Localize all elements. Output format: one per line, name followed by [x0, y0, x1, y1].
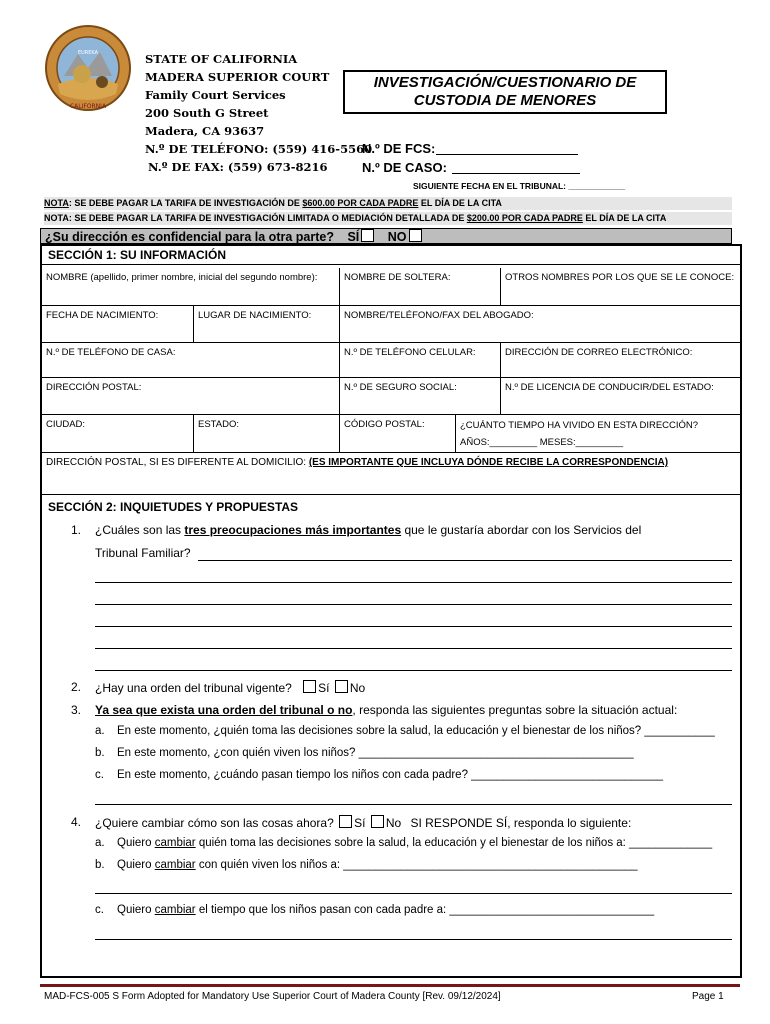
birthplace-field[interactable] — [194, 306, 340, 343]
mailing-address-field[interactable] — [42, 378, 340, 415]
q4c-change: cambiar — [154, 904, 196, 916]
q3c-text[interactable]: En este momento, ¿cuándo pasan tiempo los niños con cada padre? ______________________________ — [117, 769, 664, 781]
svg-text:EUREKA: EUREKA — [77, 50, 99, 56]
q1-text-a: ¿Cuáles son las — [95, 523, 185, 537]
q3a-text[interactable]: En este momento, ¿quién toma las decisiones sobre la salud, la educación y el bienestar de los niños? ___________ — [117, 725, 715, 737]
q3b-letter: b. — [95, 747, 105, 759]
note-text: NOTA: SE DEBE PAGAR LA TARIFA DE INVESTIGACIÓN LIMITADA O MEDIACIÓN DETALLADA DE — [44, 213, 467, 223]
q3-text — [95, 703, 677, 717]
maiden-name-label: NOMBRE DE SOLTERA: — [344, 272, 451, 283]
q4-text: ¿Quiere cambiar cómo son las cosas ahora? — [95, 816, 334, 830]
city-label: CIUDAD: — [46, 419, 86, 430]
q2-number: 2. — [71, 680, 82, 694]
court-address-block — [145, 50, 372, 158]
note-text-end: EL DÍA DE LA CITA — [582, 213, 667, 223]
q2-yes-label: Sí — [318, 681, 330, 695]
other-names-field[interactable] — [501, 268, 740, 306]
q4a-change: cambiar — [154, 837, 196, 849]
confidential-yes-label: SÍ — [347, 230, 360, 244]
name-field[interactable] — [42, 268, 340, 306]
confidential-question: ¿Su dirección es confidencial para la otra parte? — [45, 230, 334, 244]
case-number-label: N.º DE CASO: — [362, 160, 447, 175]
section-separator — [42, 494, 740, 495]
residence-duration-label: ¿CUÁNTO TIEMPO HA VIVIDO EN ESTA DIRECCIÓN? — [460, 420, 699, 431]
svg-text:CALIFORNIA: CALIFORNIA — [69, 103, 107, 110]
q1-answer-line[interactable] — [95, 648, 732, 649]
q4a-text[interactable] — [117, 837, 712, 849]
california-seal-logo — [44, 24, 132, 112]
section1-divider — [42, 264, 740, 265]
note-amount: $200.00 POR CADA PADRE — [466, 213, 583, 223]
case-number-field[interactable] — [452, 173, 580, 174]
confidential-no-checkbox[interactable] — [409, 229, 422, 242]
note-text: : SE DEBE PAGAR LA TARIFA DE INVESTIGACIÓN DE — [68, 198, 303, 208]
name-label: NOMBRE (apellido, primer nombre, inicial del segundo nombre): — [46, 272, 318, 283]
q2-yes-checkbox[interactable] — [303, 680, 316, 693]
q4-yes-checkbox[interactable] — [339, 815, 352, 828]
form-title-line2: CUSTODIA DE MENORES — [413, 92, 597, 109]
q1-text — [95, 523, 641, 537]
form-title-line1: INVESTIGACIÓN/CUESTIONARIO DE — [373, 74, 637, 91]
license-field[interactable] — [501, 378, 740, 415]
ssn-field[interactable] — [340, 378, 501, 415]
q4a-text-rest: quién toma las decisiones sobre la salud, la educación y el bienestar de los niños a: _____________ — [195, 837, 713, 849]
fee-note-1 — [44, 197, 732, 210]
fcs-number-label: N.º DE FCS: — [362, 141, 436, 156]
form-title — [343, 70, 667, 114]
q4b-answer-line[interactable] — [95, 893, 732, 894]
q1-text-emph: tres preocupaciones más importantes — [184, 523, 402, 537]
q4b-text-rest: con quién viven los niños a: ______________________________________________ — [195, 859, 638, 871]
section2-title: SECCIÓN 2: INQUIETUDES Y PROPUESTAS — [48, 500, 299, 514]
note-label: NOTA — [44, 198, 69, 208]
q1-answer-line[interactable] — [95, 604, 732, 605]
alt-address-label: DIRECCIÓN POSTAL, SI ES DIFERENTE AL DOMICILIO: — [46, 457, 309, 468]
confidential-address-row — [40, 228, 732, 244]
q1-answer-line[interactable] — [95, 670, 732, 671]
q4b-change: cambiar — [154, 859, 196, 871]
maiden-name-field[interactable] — [340, 268, 501, 306]
court-phone: N.º DE TELÉFONO: (559) 416-5560 — [145, 142, 373, 156]
city-field[interactable] — [42, 415, 194, 453]
zip-field[interactable] — [340, 415, 456, 453]
q4b-text[interactable] — [117, 859, 638, 871]
alt-mailing-address-field[interactable] — [42, 453, 740, 495]
state-field[interactable] — [194, 415, 340, 453]
q2-no-checkbox[interactable] — [335, 680, 348, 693]
footer-page-number: Page 1 — [692, 991, 724, 1002]
q4c-letter: c. — [95, 904, 104, 916]
q4b-letter: b. — [95, 859, 105, 871]
q4-yes-label: Sí — [354, 816, 366, 830]
q1-text-line2: Tribunal Familiar? — [95, 546, 191, 560]
q4-row — [95, 815, 631, 830]
q4a-text-a: Quiero — [117, 837, 155, 849]
note-text-end: EL DÍA DE LA CITA — [418, 198, 502, 208]
attorney-field[interactable] — [340, 306, 740, 343]
footer-rule — [40, 984, 740, 987]
fee-note-2 — [44, 212, 732, 225]
other-names-label: OTROS NOMBRES POR LOS QUE SE LE CONOCE: — [505, 272, 735, 283]
q4c-answer-line[interactable] — [95, 939, 732, 940]
court-city: Madera, CA 93637 — [145, 124, 265, 138]
q4-number: 4. — [71, 815, 82, 829]
note-amount: $600.00 POR CADA PADRE — [302, 198, 419, 208]
q2-text: ¿Hay una orden del tribunal vigente? — [95, 681, 292, 695]
q3-number: 3. — [71, 703, 82, 717]
birthplace-label: LUGAR DE NACIMIENTO: — [198, 310, 312, 321]
court-name: MADERA SUPERIOR COURT — [145, 70, 330, 84]
state-label: ESTADO: — [198, 419, 239, 430]
q1-answer-line[interactable] — [95, 582, 732, 583]
q3c-answer-line[interactable] — [95, 804, 732, 805]
dob-label: FECHA DE NACIMIENTO: — [46, 310, 159, 321]
fcs-number-field[interactable] — [436, 154, 578, 155]
confidential-no-label: NO — [387, 230, 407, 244]
email-label: DIRECCIÓN DE CORREO ELECTRÓNICO: — [505, 347, 693, 358]
cell-phone-field[interactable] — [340, 343, 501, 378]
court-street: 200 South G Street — [145, 106, 269, 120]
q1-answer-line[interactable] — [198, 560, 732, 561]
court-state: STATE OF CALIFORNIA — [145, 52, 298, 66]
years-months-blanks[interactable]: AÑOS:_________ MESES:_________ — [460, 437, 624, 448]
q3b-text[interactable]: En este momento, ¿con quién viven los niños? ___________________________________________ — [117, 747, 634, 759]
q4a-letter: a. — [95, 837, 105, 849]
email-field[interactable] — [501, 343, 740, 378]
home-phone-label: N.º DE TELÉFONO DE CASA: — [46, 347, 176, 358]
q4c-text-rest: el tiempo que los niños pasan con cada padre a: ________________________________ — [195, 904, 655, 916]
q4c-text[interactable] — [117, 904, 654, 916]
section1-title: SECCIÓN 1: SU INFORMACIÓN — [48, 248, 227, 262]
attorney-label: NOMBRE/TELÉFONO/FAX DEL ABOGADO: — [344, 310, 534, 321]
zip-label: CÓDIGO POSTAL: — [344, 419, 425, 430]
next-court-date[interactable]: SIGUIENTE FECHA EN EL TRIBUNAL: ____________ — [413, 181, 626, 191]
cell-phone-label: N.º DE TELÉFONO CELULAR: — [344, 347, 476, 358]
alt-address-note: (ES IMPORTANTE QUE INCLUYA DÓNDE RECIBE LA CORRESPONDENCIA) — [308, 457, 669, 468]
q2-row — [95, 680, 365, 695]
ssn-label: N.º DE SEGURO SOCIAL: — [344, 382, 457, 393]
q1-answer-line[interactable] — [95, 626, 732, 627]
q1-text-c: que le gustaría abordar con los Servicios del — [401, 523, 642, 537]
confidential-yes-checkbox[interactable] — [361, 229, 374, 242]
q1-number: 1. — [71, 523, 82, 537]
q3c-letter: c. — [95, 769, 104, 781]
license-label: N.º DE LICENCIA DE CONDUCIR/DEL ESTADO: — [505, 382, 714, 393]
mailing-address-label: DIRECCIÓN POSTAL: — [46, 382, 142, 393]
q4b-text-a: Quiero — [117, 859, 155, 871]
q4c-text-a: Quiero — [117, 904, 155, 916]
court-fax: N.º DE FAX: (559) 673-8216 — [148, 160, 328, 174]
q3a-letter: a. — [95, 725, 105, 737]
dob-field[interactable] — [42, 306, 194, 343]
residence-duration-field[interactable] — [456, 415, 740, 453]
q3-text-emph: Ya sea que exista una orden del tribunal o no — [95, 703, 353, 717]
q3-text-rest: , responda las siguientes preguntas sobre la situación actual: — [352, 703, 678, 717]
q4-no-checkbox[interactable] — [371, 815, 384, 828]
q4-no-label: No — [385, 816, 402, 830]
q2-no-label: No — [349, 681, 366, 695]
footer-form-id: MAD-FCS-005 S Form Adopted for Mandatory Use Superior Court of Madera County [Rev. 09/12/2024] — [44, 991, 501, 1002]
q4-instruction: SI RESPONDE SÍ, responda lo siguiente: — [410, 816, 632, 830]
home-phone-field[interactable] — [42, 343, 340, 378]
court-dept: Family Court Services — [145, 88, 286, 102]
